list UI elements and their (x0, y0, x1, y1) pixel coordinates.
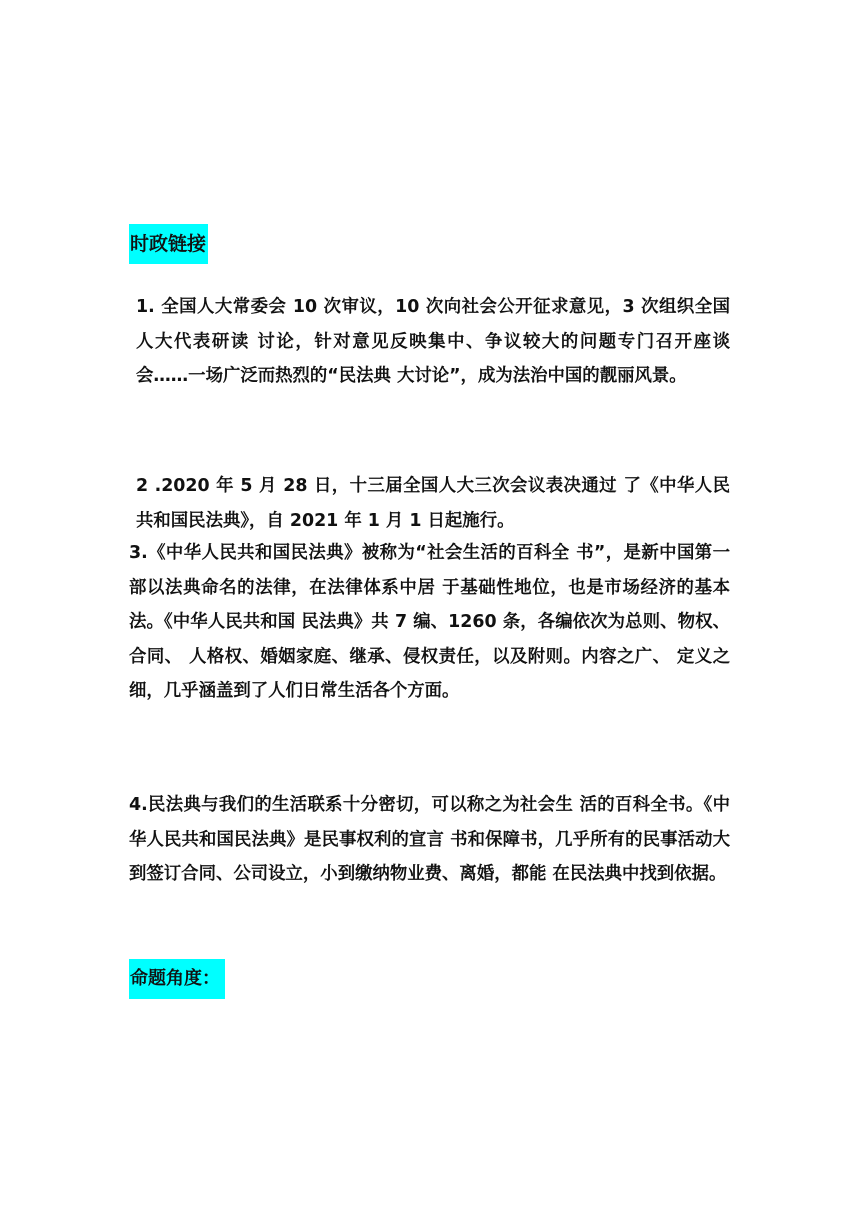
paragraph-3: 3.《中华人民共和国民法典》被称为“社会生活的百科全 书”，是新中国第一部以法典命名的法律，在法律体系中居 于基础性地位，也是市场经济的基本法。《中华人民共和国 民法典》共 7 编、1260 条，各编依次为总则、物权、合同、 人格权、婚姻家庭、继承、侵权责任，以及附则。内容之广、 定义之细，几乎涵盖到了人们日常生活各个方面。 (129, 543, 730, 702)
section-heading-question-angle: 命题角度： (129, 959, 225, 999)
paragraph-4: 4.民法典与我们的生活联系十分密切，可以称之为社会生 活的百科全书。《中华人民共和国民法典》是民事权利的宣言 书和保障书，几乎所有的民事活动大到签订合同、公司设立，小到缴纳物业费、离婚，都能 在民法典中找到依据。 (129, 795, 730, 885)
section-heading-current-affairs: 时政链接 (129, 224, 208, 264)
paragraph-2: 2 .2020 年 5 月 28 日，十三届全国人大三次会议表决通过 了《中华人民共和国民法典》，自 2021 年 1 月 1 日起施行。 (136, 476, 730, 531)
paragraph-1: 1. 全国人大常委会 10 次审议，10 次向社会公开征求意见，3 次组织全国人大代表研读 讨论，针对意见反映集中、争议较大的问题专门召开座谈会……一场广泛而热烈的“民法典 大讨论”，成为法治中国的靓丽风景。 (136, 297, 730, 387)
